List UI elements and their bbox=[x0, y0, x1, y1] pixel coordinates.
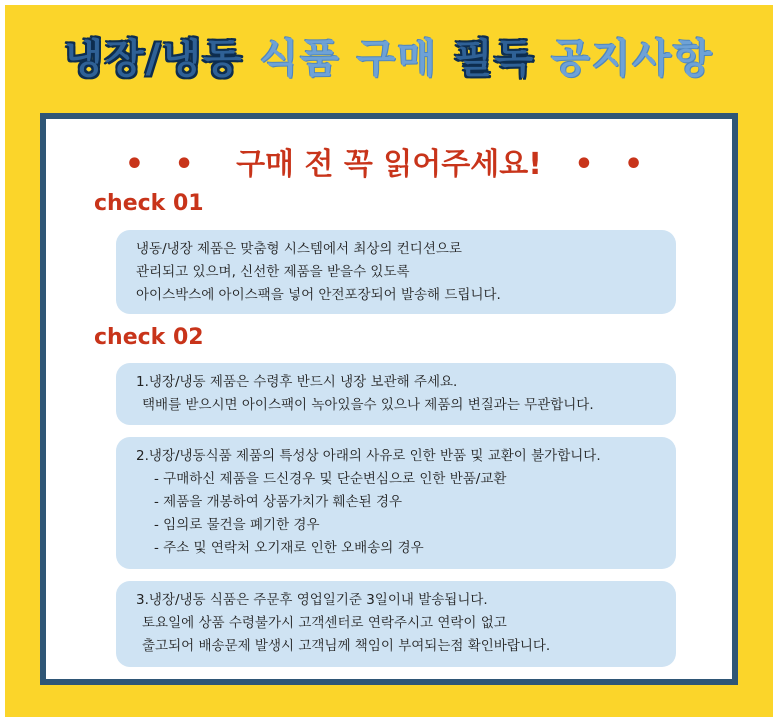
check-02-box-1-line: 택배를 받으시면 아이스팩이 녹아있을수 있으나 제품의 변질과는 무관합니다. bbox=[142, 397, 594, 413]
decorative-dots-right: • • bbox=[574, 147, 654, 182]
check-02-box-3 bbox=[116, 581, 676, 667]
check-02-box-3-line: 3.냉장/냉동 식품은 주문후 영업일기준 3일이내 발송됩니다. bbox=[136, 592, 488, 608]
decorative-dots-left: • • bbox=[124, 147, 204, 182]
check-02-box-2-line: - 임의로 물건을 폐기한 경우 bbox=[154, 517, 320, 533]
check-02-box-2-line: - 구매하신 제품을 드신경우 및 단순변심으로 인한 반품/교환 bbox=[154, 471, 507, 487]
check-02-box-2-line: - 제품을 개봉하여 상품가치가 훼손된 경우 bbox=[154, 494, 403, 510]
check-02-box-2 bbox=[116, 437, 676, 569]
check-02-box-2-line: 2.냉장/냉동식품 제품의 특성상 아래의 사유로 인한 반품 및 교환이 불가합니다. bbox=[136, 448, 601, 464]
check-02-box-2-line: - 주소 및 연락처 오기재로 인한 오배송의 경우 bbox=[154, 540, 424, 556]
title-part-food-purchase: 식품 구매 bbox=[259, 36, 438, 82]
title-part-must-read: 필독 bbox=[453, 36, 536, 82]
subtitle-text: 구매 전 꼭 읽어주세요! bbox=[236, 147, 542, 182]
notice-poster bbox=[5, 5, 773, 717]
check-02-box-1-line: 1.냉장/냉동 제품은 수령후 반드시 냉장 보관해 주세요. bbox=[136, 374, 458, 390]
title-part-frozen: 냉장/냉동 bbox=[64, 36, 244, 82]
check-02-box-3-line: 출고되어 배송문제 발생시 고객님께 책임이 부여되는점 확인바랍니다. bbox=[142, 638, 551, 654]
notice-panel bbox=[40, 113, 738, 685]
check-02-box-3-line: 토요일에 상품 수령불가시 고객센터로 연락주시고 연락이 없고 bbox=[142, 615, 507, 631]
subtitle bbox=[46, 139, 732, 183]
check-01-line: 아이스박스에 아이스팩을 넣어 안전포장되어 발송해 드립니다. bbox=[136, 287, 501, 303]
check-01-label: check 01 bbox=[94, 191, 204, 216]
check-01-line: 관리되고 있으며, 신선한 제품을 받을수 있도록 bbox=[136, 264, 410, 280]
check-01-box bbox=[116, 230, 676, 314]
check-01-line: 냉동/냉장 제품은 맞춤형 시스템에서 최상의 컨디션으로 bbox=[136, 241, 462, 257]
check-02-box-1 bbox=[116, 363, 676, 425]
title-part-notice: 공지사항 bbox=[551, 36, 714, 82]
page-title bbox=[5, 27, 773, 84]
check-02-label: check 02 bbox=[94, 325, 204, 350]
